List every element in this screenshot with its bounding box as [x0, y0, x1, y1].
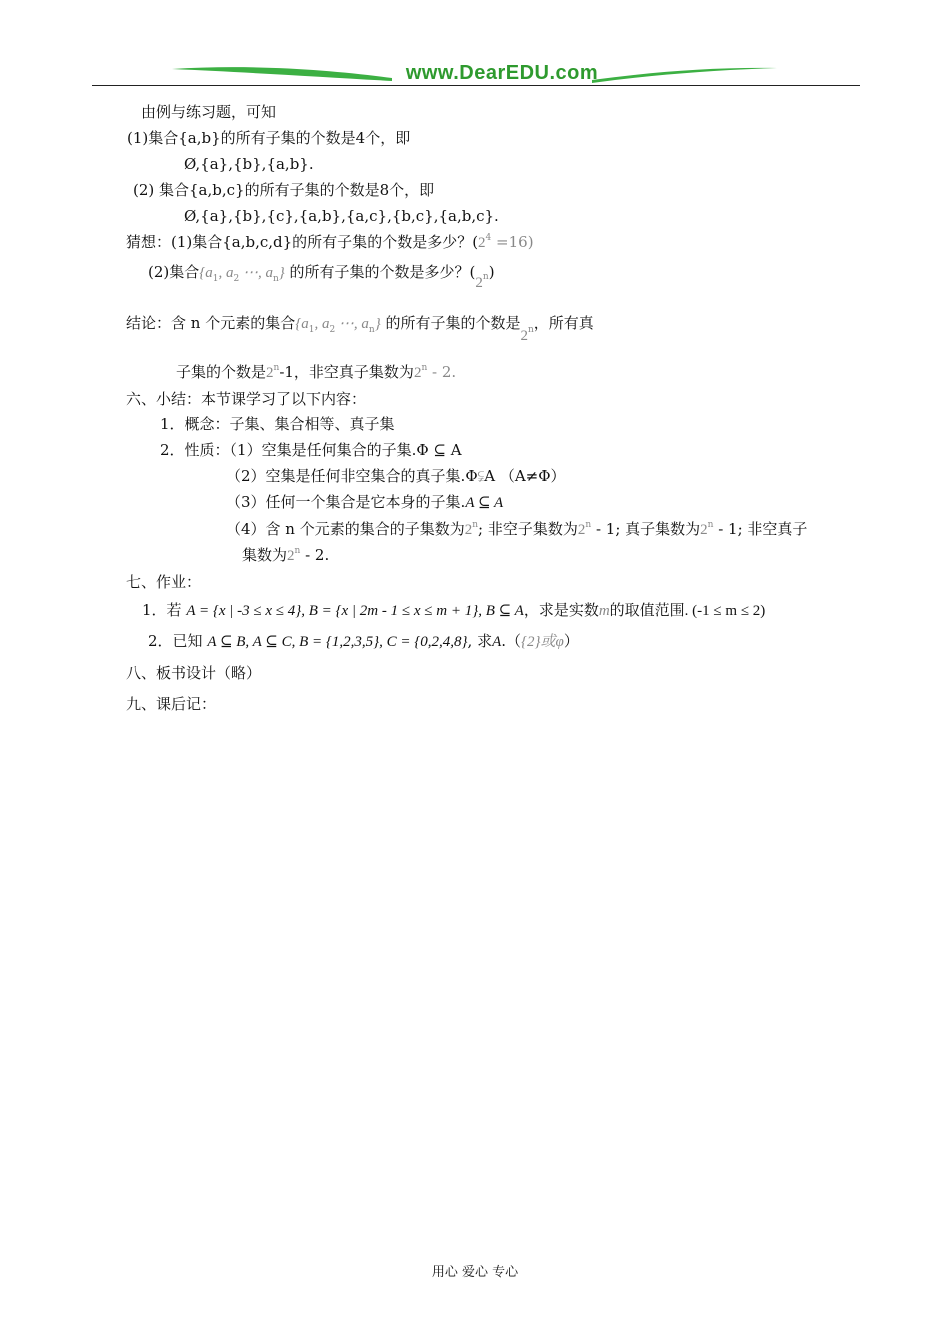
power-exp: n [585, 520, 592, 530]
power-exp: n [528, 325, 534, 335]
formula: A ⊆ A [465, 495, 504, 511]
board-design-heading: 八、板书设计（略） [126, 664, 262, 682]
guess-2-line [148, 262, 495, 291]
summary-heading: 六、小结：本节课学习了以下内容： [126, 390, 367, 408]
guess-1-base: 2 [478, 235, 486, 251]
set-notation: ⋯, a [335, 316, 369, 332]
guess-1-exp: 4 [485, 233, 492, 243]
conclusion-line [126, 313, 594, 344]
power-base: 2 [266, 365, 274, 381]
subscript: n [272, 274, 279, 284]
summary-concepts: 1．概念：子集、集合相等、真子集 [160, 415, 395, 433]
property-text: - 1; 非空真子 [713, 520, 808, 538]
guess-2-question: 的所有子集的个数是多少？( [284, 263, 476, 281]
homework-text: 1．若 [142, 601, 187, 619]
homework-answer: {2}或φ [521, 634, 564, 650]
property-text: ; 非空子集数为 [478, 520, 578, 538]
power-exp: n [472, 520, 479, 530]
power-exp: n [273, 363, 280, 373]
subscript: 2 [233, 274, 240, 284]
power-exp: n [421, 363, 428, 373]
guess-2-base: 2 [475, 275, 483, 291]
power-base: 2 [520, 328, 528, 344]
set-notation: } [278, 265, 285, 281]
guess-1-text: 猜想：(1)集合{a,b,c,d}的所有子集的个数是多少？( [126, 233, 479, 251]
set-notation: ⋯, a [239, 265, 273, 281]
homework-heading: 七、作业： [126, 573, 202, 591]
summary-property-4 [226, 519, 807, 542]
property-text: A （A≠Φ） [484, 467, 566, 485]
guess-2-exp: n [482, 272, 489, 282]
conclusion-text: -1，非空真子集数为 [279, 363, 414, 381]
example-1-subsets: Ø,{a},{b},{a,b}. [184, 155, 314, 173]
conclusion-line-2 [176, 362, 456, 385]
homework-text: .（ [501, 632, 522, 650]
site-url[interactable]: www.DearEDU.com [405, 62, 599, 84]
conclusion-text: 的所有子集的个数是 [380, 314, 521, 332]
summary-property-2 [226, 466, 566, 486]
set-notation: , a [314, 316, 330, 332]
conclusion-text: 子集的个数是 [176, 363, 267, 381]
set-notation: } [374, 316, 381, 332]
header-divider [92, 85, 860, 86]
subscript: n [368, 325, 375, 335]
homework-2 [148, 631, 579, 652]
summary-property-3 [226, 492, 503, 513]
guess-1-line [126, 232, 534, 255]
summary-property-1: 2．性质：（1）空集是任何集合的子集.Φ ⊆ A [160, 441, 462, 459]
property-text: （4）含 n 个元素的集合的子集数为 [226, 520, 465, 538]
power-base: 2 [464, 522, 473, 538]
homework-1 [142, 600, 765, 621]
guess-2-text: (2)集合 [148, 263, 200, 281]
property-text: - 2. [300, 546, 330, 564]
summary-property-4-cont [242, 545, 329, 568]
after-class-notes-heading: 九、课后记： [126, 695, 217, 713]
formula: A = {x | -3 ≤ x ≤ 4}, B = {x | 2m - 1 ≤ x ≤ m + 1}, B ⊆ A [186, 603, 524, 619]
guess-1-answer: =16) [491, 233, 534, 251]
set-notation: {a [295, 316, 309, 332]
homework-text: ，求是实数 [523, 601, 599, 619]
set-notation: , a [218, 265, 234, 281]
power-exp: n [294, 546, 301, 556]
example-2-subsets: Ø,{a},{b},{c},{a,b},{a,c},{b,c},{a,b,c}. [184, 207, 499, 225]
conclusion-text: - 2. [427, 363, 457, 381]
proper-subset-symbol: ⫋ [477, 467, 485, 485]
formula: A [492, 634, 502, 650]
homework-text: 2．已知 [148, 632, 208, 650]
power-base: 2 [287, 548, 295, 564]
power-base: 2 [413, 365, 422, 381]
power-base: 2 [700, 522, 708, 538]
conclusion-text: 结论：含 n 个元素的集合 [126, 314, 296, 332]
property-text: - 1; 真子集数为 [591, 520, 701, 538]
power-base: 2 [577, 522, 586, 538]
formula: m [598, 603, 610, 619]
example-2-line: (2) 集合{a,b,c}的所有子集的个数是8个，即 [133, 181, 435, 199]
page-footer: 用心 爱心 专心 [431, 1265, 519, 1280]
subscript: 2 [329, 325, 336, 335]
intro-line: 由例与练习题，可知 [141, 103, 277, 121]
formula: A ⊆ B, A ⊆ C, B = {1,2,3,5}, C = {0,2,4,8} [207, 634, 468, 650]
property-text: （3）任何一个集合是它本身的子集. [226, 493, 466, 511]
power-exp: n [707, 520, 714, 530]
property-text: 集数为 [242, 546, 288, 564]
example-1-line: (1)集合{a,b}的所有子集的个数是4个，即 [127, 129, 411, 147]
page-header [92, 60, 860, 90]
paren-close: ) [488, 263, 495, 281]
conclusion-text: ，所有真 [533, 314, 594, 332]
set-notation: {a [199, 265, 213, 281]
homework-text: ） [563, 632, 579, 650]
subscript: 1 [212, 274, 219, 284]
property-text: （2）空集是任何非空集合的真子集.Φ [226, 467, 478, 485]
subscript: 1 [308, 325, 315, 335]
homework-text: , 求 [467, 632, 493, 650]
homework-answer: 的取值范围. (-1 ≤ m ≤ 2) [609, 603, 766, 619]
